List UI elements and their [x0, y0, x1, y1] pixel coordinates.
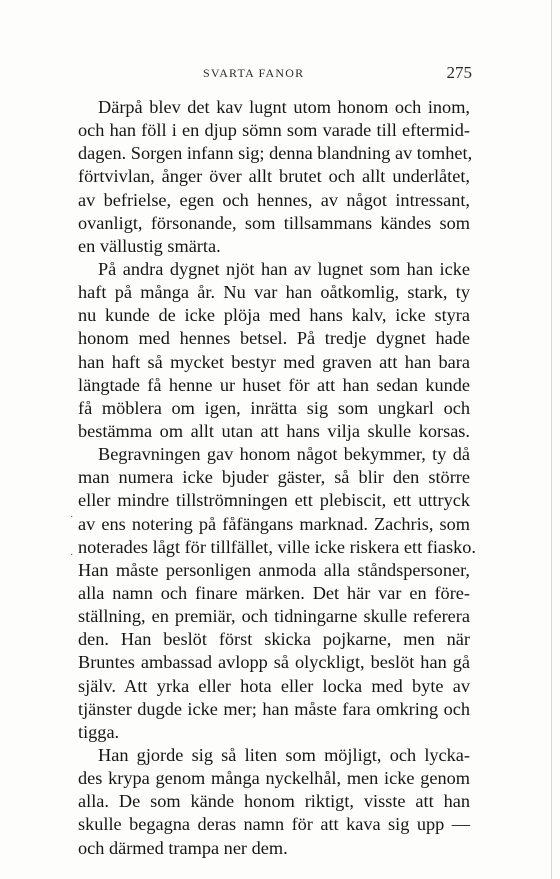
text-line: förtvivlan, ånger över allt brutet och allt underlåtet,: [78, 166, 470, 187]
body-text: [78, 96, 476, 860]
text-line: Han måste personligen anmoda alla ståndspersoner,: [78, 559, 470, 580]
text-line: tjänster dugde icke mer; han måste fara omkring och: [78, 698, 470, 719]
text-line: alla. De som kände honom riktigt, visste att han: [78, 791, 470, 812]
margin-speck: ·: [70, 512, 74, 523]
text-line: honom med hennes betsel. På tredje dygnet hade: [78, 328, 470, 349]
text-line: eller mindre tillströmningen ett plebiscit, ett uttryck: [78, 490, 470, 511]
text-line: På andra dygnet njöt han av lugnet som han icke: [98, 258, 470, 279]
running-head: [78, 63, 472, 84]
text-line: des krypa genom många nyckelhål, men icke genom: [78, 768, 470, 789]
paragraph-2: [78, 258, 470, 443]
text-line: Bruntes ambassad avlopp så olyckligt, beslöt han gå: [78, 652, 470, 673]
running-title: SVARTA FANOR: [203, 66, 305, 80]
text-line: alla namn och finare märken. Det här var en före-: [78, 582, 470, 603]
text-line: den. Han beslöt först skicka pojkarne, men när: [78, 629, 470, 650]
text-line: dagen. Sorgen infann sig; denna blandning av tomhet,: [78, 143, 473, 164]
text-line: han haft så mycket bestyr med graven att han bara: [78, 351, 470, 372]
text-line: bestämma om allt utan att hans vilja skulle korsas.: [78, 420, 470, 441]
text-line: längtade få henne ur huset för att han sedan kunde: [78, 374, 470, 395]
page-number: 275: [446, 63, 472, 82]
text-line: nu kunde de icke plöja med hans kalv, icke styra: [78, 305, 470, 326]
text-line: tigga.: [78, 721, 120, 742]
margin-speck: ·: [70, 550, 74, 561]
text-line: Därpå blev det kav lugnt utom honom och inom,: [98, 97, 470, 117]
text-line: Han gjorde sig så liten som möjligt, och lycka-: [98, 744, 470, 765]
text-line: man numera icke bjuder gäster, så blir den större: [78, 467, 470, 488]
text-line: Begravningen gav honom något bekymmer, ty då: [98, 444, 470, 465]
text-line: få möblera om igen, inrätta sig som ungkarl och: [78, 397, 470, 418]
text-line: och han föll i en djup sömn som varade till eftermid-: [78, 120, 470, 141]
paragraph-3: [78, 443, 476, 744]
text-line: av ens notering på fåfängans marknad. Zachris, som: [78, 513, 470, 534]
paragraph-1: [78, 96, 473, 258]
text-line: noterades lågt för tillfället, ville icke riskera ett fiasko.: [78, 536, 476, 557]
page-edge: [551, 0, 552, 879]
text-line: skulle begagna deras namn för att kava sig upp —: [78, 814, 470, 835]
text-line: och därmed trampa ner dem.: [78, 837, 288, 858]
text-line: ställning, en premiär, och tidningarne skulle referera: [78, 606, 470, 627]
text-line: av befrielse, egen och hennes, av något intressant,: [78, 189, 470, 210]
text-line: ovanligt, försonande, som tillsammans kändes som: [78, 212, 470, 233]
text-line: haft på många år. Nu var han oåtkomlig, stark, ty: [78, 282, 470, 303]
text-line: en vällustig smärta.: [78, 235, 221, 256]
paragraph-4: [78, 744, 470, 860]
text-line: själv. Att yrka eller hota eller locka med byte av: [78, 675, 470, 696]
